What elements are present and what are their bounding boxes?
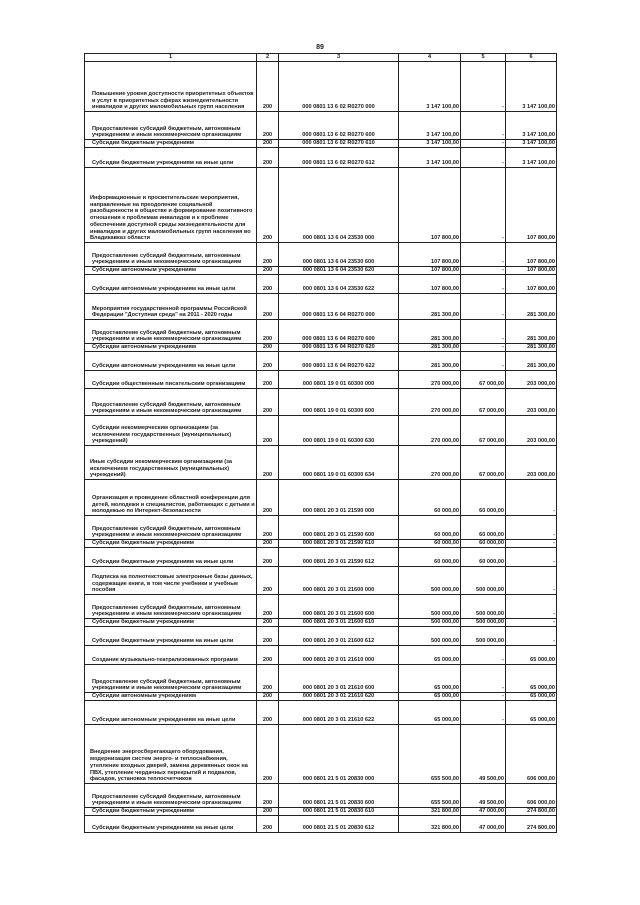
- row-col5: 67 000,00: [461, 416, 506, 446]
- row-name: Субсидии автономным учреждениям: [85, 344, 257, 352]
- row-col4: 60 000,00: [399, 516, 461, 540]
- col-header-2: 2: [257, 54, 279, 62]
- row-ved: 200: [257, 446, 279, 480]
- row-name: Подписка на полнотекстовые электронные базы данных, содержащие книги, в том числе учебники и учебные пособия: [85, 567, 257, 595]
- table-row: [85, 516, 557, 540]
- row-code: 000 0801 13 6 04 23530 600: [279, 243, 399, 267]
- table-row: [85, 148, 557, 168]
- row-code: 000 0801 13 6 04 23530 000: [279, 168, 399, 243]
- row-code: 000 0801 20 3 01 21610 622: [279, 701, 399, 725]
- row-col5: 49 500,00: [461, 784, 506, 808]
- row-col4: 60 000,00: [399, 540, 461, 548]
- row-col6: 274 800,00: [506, 808, 557, 816]
- row-col5: -: [461, 693, 506, 701]
- row-ved: 200: [257, 627, 279, 646]
- row-col6: -: [506, 619, 557, 627]
- row-ved: 200: [257, 808, 279, 816]
- row-ved: 200: [257, 665, 279, 693]
- col-header-6: 6: [506, 54, 557, 62]
- row-col5: -: [461, 294, 506, 320]
- row-col5: 60 000,00: [461, 540, 506, 548]
- row-col5: -: [461, 168, 506, 243]
- table-row: [85, 275, 557, 294]
- row-name: Субсидии некоммерческим организациям (за исключением государственных (муниципальных) учреждений): [85, 416, 257, 446]
- row-col6: 203 000,00: [506, 416, 557, 446]
- row-code: 000 0801 21 5 01 20830 610: [279, 808, 399, 816]
- row-code: 000 0801 20 3 01 21600 610: [279, 619, 399, 627]
- row-ved: 200: [257, 516, 279, 540]
- row-name: Субсидии бюджетным учреждениям: [85, 540, 257, 548]
- row-ved: 200: [257, 352, 279, 371]
- row-col6: 281 300,00: [506, 352, 557, 371]
- row-ved: 200: [257, 148, 279, 168]
- row-col4: 500 000,00: [399, 595, 461, 619]
- table-row: [85, 665, 557, 693]
- row-code: 000 0801 13 6 02 R0270 610: [279, 140, 399, 148]
- row-col6: 3 147 100,00: [506, 112, 557, 140]
- row-col6: 65 000,00: [506, 701, 557, 725]
- row-col4: 281 300,00: [399, 294, 461, 320]
- table-row: [85, 352, 557, 371]
- table-row: [85, 62, 557, 112]
- row-col6: -: [506, 540, 557, 548]
- row-col6: 107 800,00: [506, 168, 557, 243]
- row-ved: 200: [257, 725, 279, 784]
- row-col4: 65 000,00: [399, 701, 461, 725]
- row-code: 000 0801 20 3 01 21610 600: [279, 665, 399, 693]
- row-col6: 107 800,00: [506, 243, 557, 267]
- row-code: 000 0801 13 6 02 R0270 000: [279, 62, 399, 112]
- row-col4: 321 800,00: [399, 816, 461, 833]
- table-row: [85, 540, 557, 548]
- col-header-4: 4: [399, 54, 461, 62]
- row-col5: -: [461, 646, 506, 665]
- table-row: [85, 808, 557, 816]
- table-row: [85, 480, 557, 516]
- row-col6: 606 000,00: [506, 784, 557, 808]
- row-ved: 200: [257, 816, 279, 833]
- row-ved: 200: [257, 646, 279, 665]
- row-name: Иные субсидии некоммерческим организациям (за исключением государственных (муниципальных) учреждений): [85, 446, 257, 480]
- row-code: 000 0801 21 5 01 20830 600: [279, 784, 399, 808]
- row-code: 000 0801 19 0 01 60300 630: [279, 416, 399, 446]
- row-name: Субсидии бюджетным учреждениям: [85, 140, 257, 148]
- row-ved: 200: [257, 62, 279, 112]
- page-number: 89: [316, 44, 324, 51]
- row-col5: 47 000,00: [461, 808, 506, 816]
- row-col4: 3 147 100,00: [399, 148, 461, 168]
- table-row: [85, 112, 557, 140]
- row-col4: 60 000,00: [399, 548, 461, 567]
- table-row: [85, 784, 557, 808]
- row-name: Предоставление субсидий бюджетным, автономным учреждениям и иным некоммерческим организациям: [85, 320, 257, 344]
- row-name: Субсидии автономным учреждениям на иные цели: [85, 352, 257, 371]
- row-col4: 270 000,00: [399, 416, 461, 446]
- row-col4: 107 800,00: [399, 267, 461, 275]
- table-row: [85, 168, 557, 243]
- row-col6: 65 000,00: [506, 646, 557, 665]
- row-name: Субсидии бюджетным учреждениям на иные цели: [85, 148, 257, 168]
- table-row: [85, 816, 557, 833]
- row-col6: 65 000,00: [506, 665, 557, 693]
- col-header-5: 5: [461, 54, 506, 62]
- row-code: 000 0801 20 3 01 21590 000: [279, 480, 399, 516]
- row-name: Субсидии автономным учреждениям на иные цели: [85, 701, 257, 725]
- row-col5: -: [461, 267, 506, 275]
- table-row: [85, 548, 557, 567]
- row-col4: 3 147 100,00: [399, 112, 461, 140]
- row-col4: 65 000,00: [399, 693, 461, 701]
- row-col4: 107 800,00: [399, 243, 461, 267]
- row-col4: 65 000,00: [399, 665, 461, 693]
- table-row: [85, 416, 557, 446]
- table-row: [85, 243, 557, 267]
- row-col4: 500 000,00: [399, 619, 461, 627]
- row-col5: 49 500,00: [461, 725, 506, 784]
- row-code: 000 0801 20 3 01 21590 610: [279, 540, 399, 548]
- table-row: [85, 446, 557, 480]
- col-header-3: 3: [279, 54, 399, 62]
- table-row: [85, 725, 557, 784]
- table-row: [85, 595, 557, 619]
- row-name: Субсидии бюджетным учреждениям на иные цели: [85, 548, 257, 567]
- row-ved: 200: [257, 267, 279, 275]
- row-col6: 274 800,00: [506, 816, 557, 833]
- row-ved: 200: [257, 619, 279, 627]
- row-col6: 606 000,00: [506, 725, 557, 784]
- row-col6: -: [506, 595, 557, 619]
- row-col5: 500 000,00: [461, 567, 506, 595]
- row-col6: 203 000,00: [506, 389, 557, 416]
- table-row: [85, 619, 557, 627]
- row-name: Субсидии общественным писательским организациям: [85, 371, 257, 389]
- row-name: Субсидии автономным учреждениям: [85, 267, 257, 275]
- row-col6: 107 800,00: [506, 267, 557, 275]
- row-code: 000 0801 13 6 04 R0270 620: [279, 344, 399, 352]
- row-col5: -: [461, 320, 506, 344]
- row-col6: 65 000,00: [506, 693, 557, 701]
- row-code: 000 0801 19 0 01 60300 000: [279, 371, 399, 389]
- row-ved: 200: [257, 693, 279, 701]
- row-code: 000 0801 20 3 01 21610 000: [279, 646, 399, 665]
- row-col5: 500 000,00: [461, 627, 506, 646]
- row-col6: 3 147 100,00: [506, 148, 557, 168]
- row-code: 000 0801 13 6 02 R0270 600: [279, 112, 399, 140]
- row-col6: -: [506, 567, 557, 595]
- table-row: [85, 140, 557, 148]
- row-code: 000 0801 20 3 01 21600 612: [279, 627, 399, 646]
- row-name: Субсидии бюджетным учреждениям на иные цели: [85, 816, 257, 833]
- row-col4: 500 000,00: [399, 627, 461, 646]
- row-code: 000 0801 20 3 01 21590 600: [279, 516, 399, 540]
- row-col6: 203 000,00: [506, 371, 557, 389]
- row-col5: 60 000,00: [461, 480, 506, 516]
- row-col6: 281 300,00: [506, 344, 557, 352]
- header-row: [85, 54, 557, 62]
- row-code: 000 0801 20 3 01 21610 620: [279, 693, 399, 701]
- row-col5: -: [461, 140, 506, 148]
- row-col5: -: [461, 62, 506, 112]
- table-row: [85, 267, 557, 275]
- row-col4: 270 000,00: [399, 389, 461, 416]
- row-code: 000 0801 13 6 04 23530 622: [279, 275, 399, 294]
- row-ved: 200: [257, 540, 279, 548]
- row-col6: -: [506, 480, 557, 516]
- row-col5: -: [461, 243, 506, 267]
- row-code: 000 0801 13 6 02 R0270 612: [279, 148, 399, 168]
- row-col4: 281 300,00: [399, 352, 461, 371]
- row-name: Предоставление субсидий бюджетным, автономным учреждениям и иным некоммерческим организациям: [85, 243, 257, 267]
- table-row: [85, 646, 557, 665]
- row-name: Организация и проведение областной конференции для детей, молодежи и специалистов, работающих с детьми и молодежью по Интернет-безопасности: [85, 480, 257, 516]
- row-col6: -: [506, 548, 557, 567]
- row-col4: 3 147 100,00: [399, 62, 461, 112]
- row-col5: -: [461, 344, 506, 352]
- table-row: [85, 389, 557, 416]
- row-code: 000 0801 21 5 01 20830 000: [279, 725, 399, 784]
- row-col5: -: [461, 665, 506, 693]
- row-name: Создание музыкально-театрализованных программ: [85, 646, 257, 665]
- row-code: 000 0801 20 3 01 21590 612: [279, 548, 399, 567]
- row-col5: 500 000,00: [461, 619, 506, 627]
- row-col4: 655 500,00: [399, 725, 461, 784]
- row-name: Предоставление субсидий бюджетным, автономным учреждениям и иным некоммерческим организациям: [85, 665, 257, 693]
- row-code: 000 0801 13 6 04 R0270 000: [279, 294, 399, 320]
- row-name: Предоставление субсидий бюджетным, автономным учреждениям и иным некоммерческим организациям: [85, 516, 257, 540]
- row-col5: 47 000,00: [461, 816, 506, 833]
- table-row: [85, 567, 557, 595]
- row-name: Внедрение энергосберегающего оборудования, модернизация систем энерго- и теплоснабжения, утепление входных дверей, замена деревянных окон на ПВХ, утепление чердачных перекрытий и подвалов, фасадов, установка теплосчетчиков: [85, 725, 257, 784]
- row-name: Субсидии бюджетным учреждениям: [85, 808, 257, 816]
- row-code: 000 0801 13 6 04 R0270 622: [279, 352, 399, 371]
- row-col5: 60 000,00: [461, 548, 506, 567]
- row-col5: -: [461, 148, 506, 168]
- row-ved: 200: [257, 344, 279, 352]
- row-ved: 200: [257, 480, 279, 516]
- row-ved: 200: [257, 701, 279, 725]
- row-col4: 65 000,00: [399, 646, 461, 665]
- row-col6: 281 300,00: [506, 320, 557, 344]
- row-col4: 270 000,00: [399, 371, 461, 389]
- row-col4: 281 300,00: [399, 320, 461, 344]
- table-row: [85, 701, 557, 725]
- row-col5: 500 000,00: [461, 595, 506, 619]
- col-header-1: 1: [85, 54, 257, 62]
- row-code: 000 0801 19 0 01 60300 634: [279, 446, 399, 480]
- row-name: Предоставление субсидий бюджетным, автономным учреждениям и иным некоммерческим организациям: [85, 595, 257, 619]
- row-col5: 67 000,00: [461, 446, 506, 480]
- row-ved: 200: [257, 416, 279, 446]
- row-col6: 203 000,00: [506, 446, 557, 480]
- row-ved: 200: [257, 389, 279, 416]
- row-ved: 200: [257, 548, 279, 567]
- row-name: Повышение уровня доступности приоритетных объектов и услуг в приоритетных сферах жизнедеятельности инвалидов и других маломобильных групп населения: [85, 62, 257, 112]
- row-name: Информационные и просветительские мероприятия, направленные на преодоление социальной разобщенности в обществе и формирование позитивного отношения к проблемам инвалидов и к проблеме обеспечения доступной среды жизнедеятельности для инвалидов и других маломобильных групп населения во Владикавказ области: [85, 168, 257, 243]
- row-code: 000 0801 19 0 01 60300 600: [279, 389, 399, 416]
- table-row: [85, 627, 557, 646]
- row-name: Субсидии автономным учреждениям: [85, 693, 257, 701]
- row-ved: 200: [257, 567, 279, 595]
- row-name: Предоставление субсидий бюджетным, автономным учреждениям и иным некоммерческим организациям: [85, 112, 257, 140]
- row-name: Субсидии бюджетным учреждениям: [85, 619, 257, 627]
- row-col4: 655 500,00: [399, 784, 461, 808]
- row-col5: 67 000,00: [461, 389, 506, 416]
- row-col5: -: [461, 112, 506, 140]
- row-name: Субсидии бюджетным учреждениям на иные цели: [85, 627, 257, 646]
- row-col6: 3 147 100,00: [506, 140, 557, 148]
- row-code: 000 0801 20 3 01 21600 600: [279, 595, 399, 619]
- table-row: [85, 371, 557, 389]
- row-ved: 200: [257, 275, 279, 294]
- row-name: Предоставление субсидий бюджетным, автономным учреждениям и иным некоммерческим организациям: [85, 784, 257, 808]
- row-col4: 321 800,00: [399, 808, 461, 816]
- row-col4: 500 000,00: [399, 567, 461, 595]
- row-col4: 281 300,00: [399, 344, 461, 352]
- row-col4: 60 000,00: [399, 480, 461, 516]
- budget-table: [84, 53, 557, 833]
- row-col4: 107 800,00: [399, 168, 461, 243]
- row-code: 000 0801 20 3 01 21600 000: [279, 567, 399, 595]
- row-ved: 200: [257, 784, 279, 808]
- row-ved: 200: [257, 112, 279, 140]
- row-col5: -: [461, 275, 506, 294]
- row-ved: 200: [257, 595, 279, 619]
- row-col4: 270 000,00: [399, 446, 461, 480]
- row-code: 000 0801 13 6 04 R0270 600: [279, 320, 399, 344]
- row-ved: 200: [257, 371, 279, 389]
- table-row: [85, 344, 557, 352]
- row-code: 000 0801 21 5 01 20830 612: [279, 816, 399, 833]
- table-row: [85, 320, 557, 344]
- row-col5: 67 000,00: [461, 371, 506, 389]
- row-col5: -: [461, 701, 506, 725]
- row-col5: 60 000,00: [461, 516, 506, 540]
- table-row: [85, 693, 557, 701]
- row-ved: 200: [257, 320, 279, 344]
- row-ved: 200: [257, 168, 279, 243]
- row-col6: -: [506, 516, 557, 540]
- row-code: 000 0801 13 6 04 23530 620: [279, 267, 399, 275]
- row-col4: 107 800,00: [399, 275, 461, 294]
- row-ved: 200: [257, 294, 279, 320]
- row-col4: 3 147 100,00: [399, 140, 461, 148]
- row-name: Субсидии автономным учреждениям на иные цели: [85, 275, 257, 294]
- row-col6: 3 147 100,00: [506, 62, 557, 112]
- row-ved: 200: [257, 140, 279, 148]
- row-col5: -: [461, 352, 506, 371]
- table-row: [85, 294, 557, 320]
- row-name: Предоставление субсидий бюджетным, автономным учреждениям и иным некоммерческим организациям: [85, 389, 257, 416]
- row-ved: 200: [257, 243, 279, 267]
- row-col6: 281 300,00: [506, 294, 557, 320]
- row-col6: 107 800,00: [506, 275, 557, 294]
- row-col6: -: [506, 627, 557, 646]
- row-name: Мероприятия государственной программы Российской Федерации "Доступная среда" на 2011 - 2020 годы: [85, 294, 257, 320]
